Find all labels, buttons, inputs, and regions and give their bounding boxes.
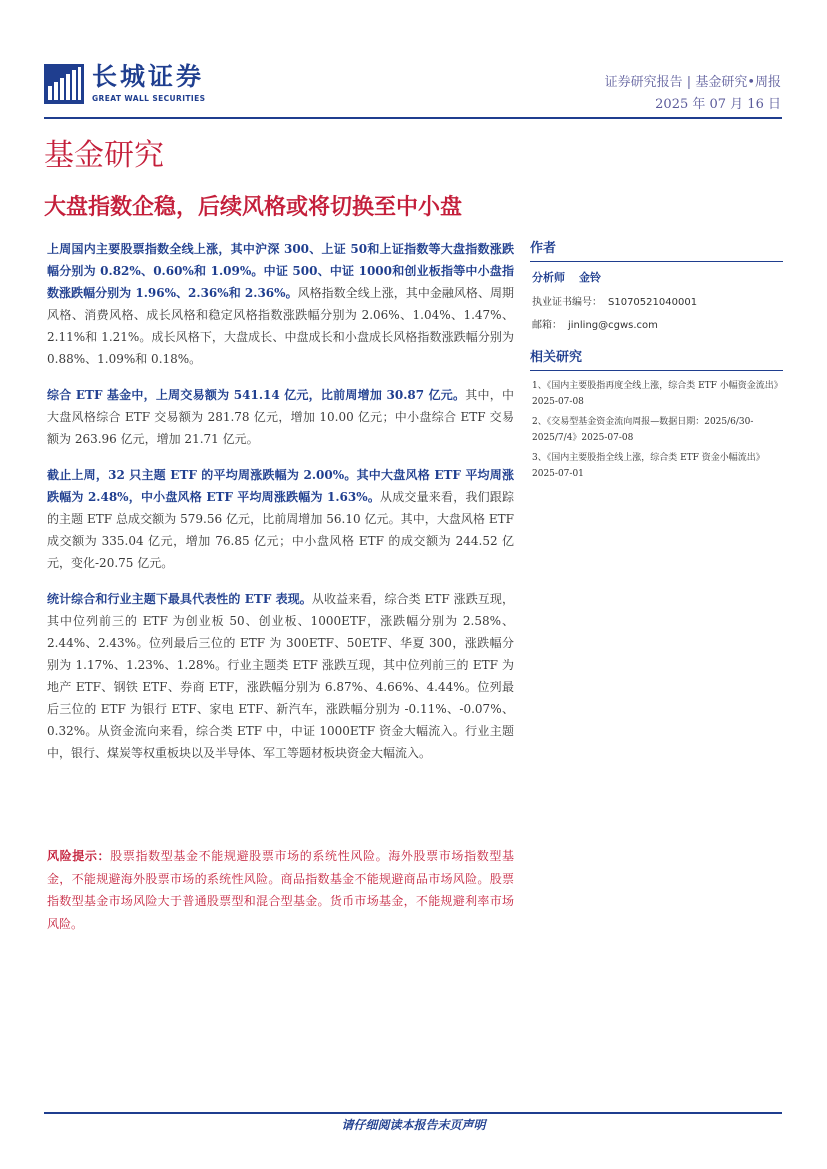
paragraph-body: 从成交量来看，我们跟踪的主题 ETF 总成交额为 579.56 亿元，比前周增加 56.10 亿元。其中，大盘风格 ETF 成交额为 335.04 亿元，增加 76.85 亿元；中小盘风格 ETF 的成交额为 244.52 亿元，变化-20.75 亿元。 [47,490,514,570]
great-wall-securities-logo-icon [44,64,84,104]
paragraph-lead: 上周国内主要股票指数全线上涨，其中沪深 300、上证 50和上证指数等大盘指数涨跌幅分别为 0.82%、0.60%和 1.09%。中证 500、中证 1000和创业板指等中小盘指数涨跌幅分别为 1.96%、2.36%和 2.36%。 [47,242,514,300]
related-research-heading: 相关研究 [530,349,783,371]
report-meta [605,72,781,116]
email-label: 邮箱： [532,320,562,331]
paragraph-lead: 截止上周，32 只主题 ETF 的平均周涨跌幅为 2.00%。其中大盘风格 ETF 平均周涨跌幅为 2.48%，中小盘风格 ETF 平均周涨跌幅为 1.63%。 [47,468,514,504]
paragraph-body: 风格指数全线上涨，其中金融风格、周期风格、消费风格、成长风格和稳定风格指数涨跌幅分别为 2.06%、1.04%、1.47%、2.11%和 1.21%。成长风格下，大盘成长、中盘成长和小盘成长风格指数涨跌幅分别为 0.88%、1.09%和 0.18%。 [47,286,514,366]
license-number [532,296,783,310]
paragraph-theme-etf [47,464,514,574]
email-value[interactable]: jinling@cgws.com [568,320,658,331]
paragraph-representative-etf [47,588,514,764]
paragraph-body: 其中，中大盘风格综合 ETF 交易额为 281.78 亿元，增加 10.00 亿元；中小盘综合 ETF 交易额为 263.96 亿元，增加 21.71 亿元。 [47,388,514,446]
logo-english-name: GREAT WALL SECURITIES [92,94,206,103]
main-body [47,238,514,778]
related-research-item[interactable]: 1、《国内主要股指再度全线上涨，综合类 ETF 小幅资金流出》2025-07-08 [532,381,783,407]
author-heading: 作者 [530,240,783,262]
license-label: 执业证书编号： [532,297,602,308]
risk-warning [47,845,514,935]
report-date: 2025 年 07 月 16 日 [655,97,781,112]
paragraph-body: 从收益来看，综合类 ETF 涨跌互现，其中位列前三的 ETF 为创业板 50、创业板、1000ETF，涨跌幅分别为 2.58%、2.44%、2.43%。位列最后三位的 ETF 为 300ETF、50ETF、华夏 300，涨跌幅分别为 1.17%、1.23%、1.28%。行业主题类 ETF 涨跌互现，其中位列前三的 ETF 为地产 ETF、钢铁 ETF、券商 ETF，涨跌幅分别为 6.87%、4.66%、4.44%。位列最后三位的 ETF 为银行 ETF、家电 ETF、新汽车，涨跌幅分别为 -0.11%、-0.07%、0.32%。从资金流向来看，综合类 ETF 中，中证 1000ETF 资金大幅流入。行业主题中，银行、煤炭等权重板块以及半导体、军工等题材板块资金大幅流入。 [47,592,514,760]
related-research-item[interactable]: 3、《国内主要股指全线上涨，综合类 ETF 资金小幅流出》2025-07-01 [532,453,765,479]
logo-wordmark: 长城证券 [92,62,205,91]
risk-label: 风险提示： [47,849,111,863]
report-headline: 大盘指数企稳，后续风格或将切换至中小盘 [44,195,463,220]
license-value: S1070521040001 [608,297,698,308]
paragraph-lead: 统计综合和行业主题下最具代表性的 ETF 表现。 [47,592,312,606]
paragraph-etf-turnover [47,384,514,450]
analyst-label: 分析师 [532,271,565,284]
footer-divider [44,1112,782,1114]
analyst-name: 金铃 [579,271,601,284]
paragraph-lead: 综合 ETF 基金中，上周交易额为 541.14 亿元，比前周增加 30.87 亿元。 [47,388,466,402]
header-divider [44,117,782,119]
analyst [532,270,783,286]
risk-text: 股票指数型基金不能规避股票市场的系统性风险。海外股票市场指数型基金，不能规避海外股票市场的系统性风险。商品指数基金不能规避商品市场风险。股票指数型基金市场风险大于普通股票型和混合型基金。货币市场基金，不能规避利率市场风险。 [47,849,514,931]
section-title: 基金研究 [44,138,164,173]
related-research-item[interactable]: 2、《交易型基金资金流向周报—数据日期：2025/6/30-2025/7/4》2025-07-08 [532,417,754,443]
paragraph-market-indices [47,238,514,370]
sidebar [530,240,783,487]
footer-disclaimer: 请仔细阅读本报告末页声明 [341,1118,486,1132]
email [532,319,783,333]
report-type: 证券研究报告 | 基金研究•周报 [604,75,781,90]
